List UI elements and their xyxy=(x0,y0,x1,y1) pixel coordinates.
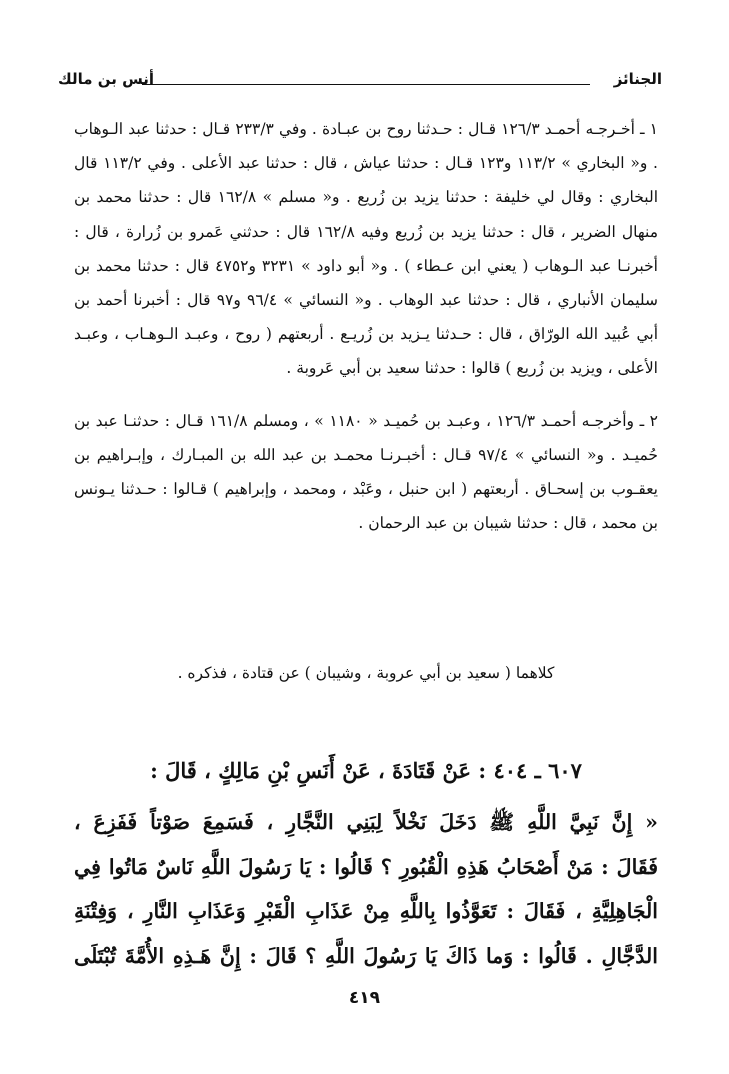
hadith-line-1: « إِنَّ نَبِيَّ اللَّهِ ﷺ دَخَلَ نَخْلاً لِبَنِي النَّجَّارِ ، فَسَمِعَ صَوْتاً فَفَزِعَ ، xyxy=(74,810,658,834)
section-title: الجنائز xyxy=(613,70,662,88)
closing-note: كلاهما ( سعيد بن أبي عروبة ، وشيبان ) عن قتادة ، فذكره . xyxy=(177,664,555,682)
page-number: ٤١٩ xyxy=(348,988,381,1008)
running-header xyxy=(58,70,662,92)
hadith-line-3: الْجَاهِلِيَّةِ ، فَقَالَ : تَعَوَّذُوا بِاللَّهِ مِنْ عَذَابِ الْقَبْرِ وَعَذَابِ النَّارِ ، وَفِتْنَةِ xyxy=(74,899,658,923)
hadith-line-4: الدَّجَّالِ . قَالُوا : وَما ذَاكَ يَا رَسُولَ اللَّهِ ؟ قَالَ : إِنَّ هَـذِهِ الأُمَّةَ تُبْتَلَى xyxy=(74,943,658,968)
hadith-line-2: فَقَالَ : مَنْ أَصْحَابُ هَذِهِ الْقُبُورِ ؟ قَالُوا : يَا رَسُولَ اللَّهِ نَاسٌ مَاتُوا فِي xyxy=(74,854,658,879)
hadith-heading: ٦٠٧ ـ ٤٠٤ : عَنْ قَتَادَةَ ، عَنْ أَنَسِ بْنِ مَالِكٍ ، قَالَ : xyxy=(150,758,582,783)
hadith-text xyxy=(74,800,658,978)
footnote-1: ١ ـ أخـرجـه أحمـد ١٢٦/٣ قـال : حـدثنا روح بن عبـادة . وفي ٢٣٣/٣ قـال : حدثنا عبد الـوهاب . و« البخاري » ١١٣/٢ و١٢٣ قـال : حدثنا عياش ، قال : حدثنا عبد الأعلى . وفي ١١٣/٢ قال البخاري : وقال لي خليفة : حدثنا يزيد بن زُريع . و« مسلم » ١٦٢/٨ قال : حدثنا محمد بن منهال الضرير ، قال : حدثنا يزيد بن زُريع وفيه ١٦٢/٨ قال : حدثني عَمرو بن زُرارة ، قال : أخبرنـا عبد الـوهاب ( يعني ابن عـطاء ) . و« أبو داود » ٣٢٣١ و٤٧٥٢ قال : حدثنا محمد بن سليمان الأنباري ، قال : حدثنا عبد الوهاب . و« النسائي » ٩٦/٤ و٩٧ قال : أخبرنا أحمد بن أبي عُبيد الله الورّاق ، قال : حـدثنا يـزيد بن زُريـع . أربعتهم ( روح ، وعبـد الـوهـاب ، وعبـد الأعلى ، ويزيد بن زُريع ) قالوا : حدثنا سعيد بن أبي عَروبة . xyxy=(74,120,658,378)
header-rule xyxy=(142,84,590,85)
footnotes-section xyxy=(74,112,658,540)
chapter-title: أنس بن مالك xyxy=(58,70,155,88)
footnote-2: ٢ ـ وأخرجـه أحمـد ١٢٦/٣ ، وعبـد بن حُميـد « ١١٨٠ » ، ومسلم ١٦١/٨ قـال : حدثنـا عبد بن حُميـد . و« النسائي » ٩٧/٤ قـال : أخبـرنـا محمـد بن عبد الله بن المبـارك ، وإبـراهيم بن يعقـوب بن إسحـاق . أربعتهم ( ابن حنبل ، وعَبْد ، ومحمد ، وإبراهيم ) قـالوا : حـدثنا يـونس بن محمد ، قال : حدثنا شيبان بن عبد الرحمان . xyxy=(74,411,659,533)
